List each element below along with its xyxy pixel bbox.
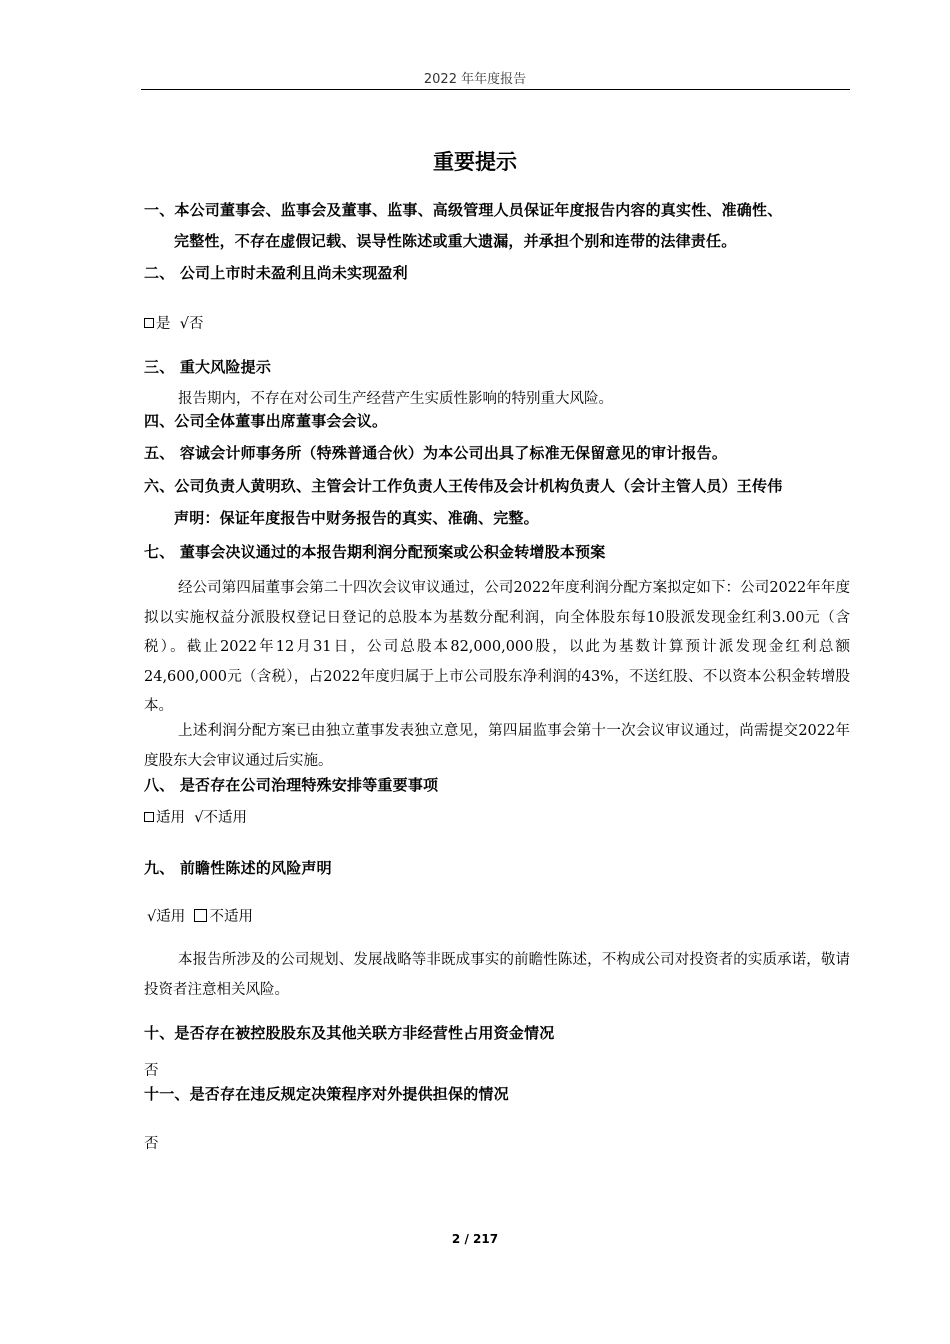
- section-11-heading: 十一、是否存在违反规定决策程序对外提供担保的情况: [144, 1085, 509, 1103]
- section-7-paragraph-1: 经公司第四届董事会第二十四次会议审议通过，公司2022年度利润分配方案拟定如下：公司2022年年度拟以实施权益分派股权登记日登记的总股本为基数分配利润，向全体股东每10股派发现金红利3.00元（含税）。截止2022年12月31日，公司总股本82,000,000股，以此为基数计算预计派发现金红利总额24,600,000元（含税），占2022年度归属于上市公司股东净利润的43%，不送红股、不以资本公积金转增股本。: [144, 580, 850, 714]
- section-9-options: [147, 905, 253, 926]
- section-7-paragraph-2: 上述利润分配方案已由独立董事发表独立意见，第四届监事会第十一次会议审议通过，尚需提交2022年度股东大会审议通过后实施。: [144, 723, 850, 769]
- option-applicable: 适用: [156, 810, 185, 826]
- section-9-paragraph: 本报告所涉及的公司规划、发展战略等非既成事实的前瞻性陈述，不构成公司对投资者的实质承诺，敬请投资者注意相关风险。: [144, 952, 850, 998]
- section-1-line-2: 完整性，不存在虚假记载、误导性陈述或重大遗漏，并承担个别和连带的法律责任。: [174, 232, 737, 250]
- section-9-heading: 九、 前瞻性陈述的风险声明: [144, 859, 332, 877]
- section-6-line-2: 声明：保证年度报告中财务报告的真实、准确、完整。: [174, 509, 539, 527]
- section-10-heading: 十、是否存在被控股股东及其他关联方非经营性占用资金情况: [144, 1024, 555, 1042]
- page-number: 2 / 217: [451, 1232, 499, 1246]
- header-divider: [141, 89, 850, 90]
- section-7-heading: 七、 董事会决议通过的本报告期利润分配预案或公积金转增股本预案: [144, 543, 606, 561]
- section-2-heading: 二、 公司上市时未盈利且尚未实现盈利: [144, 264, 408, 282]
- section-3-heading: 三、 重大风险提示: [144, 358, 272, 376]
- section-6-line-1: 六、公司负责人黄明玖、主管会计工作负责人王传伟及会计机构负责人（会计主管人员）王传伟: [144, 477, 783, 495]
- option-not-applicable-checked: √不适用: [194, 810, 247, 826]
- section-2-options: [144, 312, 203, 333]
- section-4-heading: 四、公司全体董事出席董事会会议。: [144, 412, 388, 430]
- option-yes: 是: [156, 316, 171, 332]
- checkbox-unchecked-icon: [144, 812, 154, 822]
- option-applicable-checked: √适用: [147, 909, 186, 925]
- section-1-line-1: 一、本公司董事会、监事会及董事、监事、高级管理人员保证年度报告内容的真实性、准确性、: [144, 201, 783, 219]
- checkbox-unchecked-icon: [144, 318, 154, 328]
- section-10-answer: 否: [144, 1063, 159, 1079]
- section-8-options: [144, 806, 247, 827]
- option-not-applicable: 不适用: [209, 909, 253, 925]
- page-title: 重要提示: [433, 150, 517, 174]
- option-no-checked: √否: [179, 316, 204, 332]
- running-header: 2022 年年度报告: [423, 72, 527, 87]
- section-3-text: 报告期内，不存在对公司生产经营产生实质性影响的特别重大风险。: [178, 391, 613, 407]
- checkbox-unchecked-icon: [194, 909, 207, 922]
- section-11-answer: 否: [144, 1136, 159, 1152]
- section-5-heading: 五、 容诚会计师事务所（特殊普通合伙）为本公司出具了标准无保留意见的审计报告。: [144, 444, 728, 462]
- section-8-heading: 八、 是否存在公司治理特殊安排等重要事项: [144, 776, 439, 794]
